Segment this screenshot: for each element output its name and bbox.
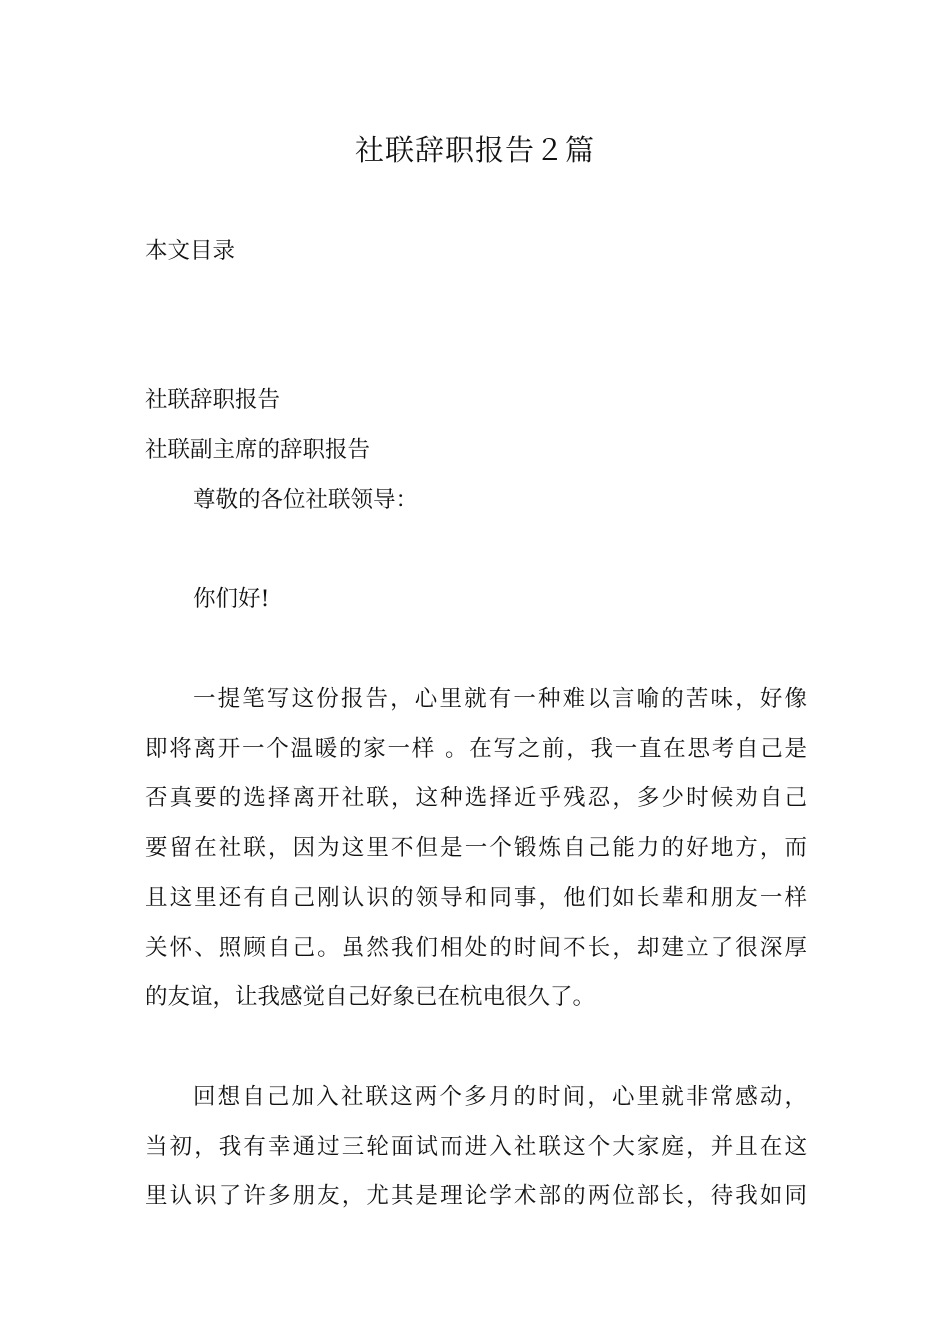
paragraph-line: 否真要的选择离开社联，这种选择近乎残忍，多少时候劝自己 — [145, 785, 807, 812]
paragraph-line: 的友谊，让我感觉自己好象已在杭电很久了。 — [145, 984, 596, 1011]
paragraph-2 — [145, 1073, 807, 1222]
toc-heading: 本文目录 — [145, 238, 236, 264]
paragraph-line: 即将离开一个温暖的家一样 。在写之前，我一直在思考自己是 — [145, 735, 807, 762]
document-title: 社联辞职报告２篇 — [354, 133, 595, 167]
paragraph-1 — [145, 675, 807, 1023]
paragraph-line: 一提笔写这份报告，心里就有一种难以言喻的苦味，好像 — [193, 686, 807, 712]
toc-item-2[interactable]: 社联副主席的辞职报告 — [145, 437, 371, 463]
paragraph-line: 回想自己加入社联这两个多月的时间，心里就非常感动， — [193, 1084, 807, 1110]
paragraph-line: 要留在社联，因为这里不但是一个锻炼自己能力的好地方，而 — [145, 835, 807, 862]
paragraph-line: 关怀、照顾自己。虽然我们相处的时间不长，却建立了很深厚 — [145, 934, 807, 961]
toc-item-1[interactable]: 社联辞职报告 — [145, 387, 281, 413]
paragraph-line: 且这里还有自己刚认识的领导和同事，他们如长辈和朋友一样 — [145, 884, 807, 911]
paragraph-line: 当初，我有幸通过三轮面试而进入社联这个大家庭，并且在这 — [145, 1133, 807, 1160]
paragraph-line: 里认识了许多朋友，尤其是理论学术部的两位部长，待我如同 — [145, 1183, 807, 1210]
greeting: 你们好! — [193, 586, 270, 612]
salutation: 尊敬的各位社联领导： — [193, 487, 419, 513]
